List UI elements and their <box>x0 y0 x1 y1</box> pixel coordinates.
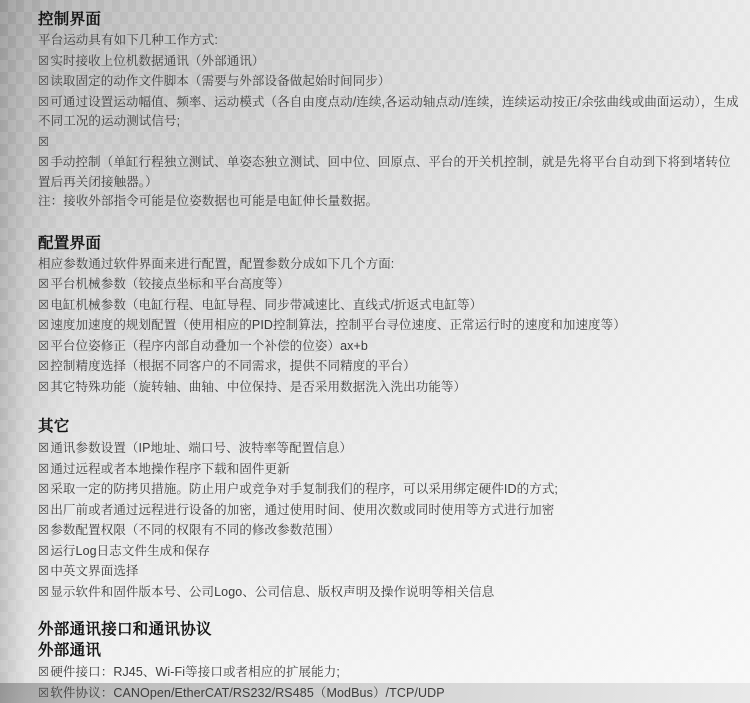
checkbox-marker-icon: ☒ <box>38 461 49 476</box>
checkbox-marker-icon: ☒ <box>38 317 49 332</box>
list-item <box>38 662 740 683</box>
list-item <box>38 520 740 541</box>
list-item-text: 中英文界面选择 <box>50 564 138 578</box>
list-item-text: 速度加速度的规划配置（使用相应的PID控制算法，控制平台寻位速度、正常运行时的速度和加速度等） <box>50 318 626 332</box>
checkbox-marker-icon: ☒ <box>38 379 49 394</box>
list-item <box>38 479 740 500</box>
list-item-text: 通讯参数设置（IP地址、端口号、波特率等配置信息） <box>50 441 352 455</box>
list-item-text: 实时接收上位机数据通讯（外部通讯） <box>50 54 264 68</box>
section-intro: 平台运动具有如下几种工作方式: <box>38 31 740 51</box>
list-item-text: 采取一定的防拷贝措施。防止用户或竞争对手复制我们的程序，可以采用绑定硬件ID的方式; <box>50 482 558 496</box>
checkbox-marker-icon: ☒ <box>38 53 49 68</box>
list-item-text: 硬件接口：RJ45、Wi-Fi等接口或者相应的扩展能力; <box>50 665 340 679</box>
list-item <box>38 315 740 336</box>
list-item-text: 通过远程或者本地操作程序下载和固件更新 <box>50 462 289 476</box>
list-item <box>38 336 740 357</box>
list-item-text: 电缸机械参数（电缸行程、电缸导程、同步带减速比、直线式/折返式电缸等） <box>50 298 482 312</box>
list-item-text: 显示软件和固件版本号、公司Logo、公司信息、版权声明及操作说明等相关信息 <box>50 585 494 599</box>
list-item <box>38 92 740 132</box>
section-title: 其它 <box>38 417 740 436</box>
list-item <box>38 561 740 582</box>
checkbox-marker-icon: ☒ <box>38 563 49 578</box>
checkbox-marker-icon: ☒ <box>38 94 49 109</box>
section-control-interface <box>38 10 740 212</box>
checkbox-marker-icon: ☒ <box>38 338 49 353</box>
checkbox-marker-icon: ☒ <box>38 358 49 373</box>
list-item-text: 软件协议：CANOpen/EtherCAT/RS232/RS485（ModBus）/TCP/UDP <box>50 686 444 700</box>
list-item <box>38 683 740 703</box>
list-item-text: 出厂前或者通过远程进行设备的加密，通过使用时间、使用次数或同时使用等方式进行加密 <box>50 503 554 517</box>
list-item-text: 其它特殊功能（旋转轴、曲轴、中位保持、是否采用数据洗入洗出功能等） <box>50 380 466 394</box>
list-item <box>38 582 740 603</box>
list-item <box>38 51 740 72</box>
section-others <box>38 417 740 602</box>
list-item <box>38 500 740 521</box>
list-item <box>38 438 740 459</box>
list-item <box>38 459 740 480</box>
list-item-text: 平台位姿修正（程序内部自动叠加一个补偿的位姿）ax+b <box>50 339 368 353</box>
checkbox-marker-icon: ☒ <box>38 440 49 455</box>
list-item-text: 读取固定的动作文件脚本（需要与外部设备做起始时间同步） <box>50 74 390 88</box>
list-item <box>38 274 740 295</box>
list-item-text: 手动控制（单缸行程独立测试、单姿态独立测试、回中位、回原点、平台的开关机控制，就是先将平台自动到下将到堵转位置后再关闭接触器。） <box>38 155 731 189</box>
checkbox-marker-icon: ☒ <box>38 543 49 558</box>
list-item-text: 可通过设置运动幅值、频率、运动模式（各自由度点动/连续,各运动轴点动/连续，连续运动按正/余弦曲线或曲面运动），生成不同工况的运动测试信号; <box>38 95 739 129</box>
checkbox-marker-icon: ☒ <box>38 502 49 517</box>
list-item-text: 运行Log日志文件生成和保存 <box>50 544 210 558</box>
checkbox-marker-icon: ☒ <box>38 481 49 496</box>
list-item <box>38 71 740 92</box>
section-title: 外部通讯 <box>38 641 740 660</box>
list-item-text: 控制精度选择（根据不同客户的不同需求，提供不同精度的平台） <box>50 359 415 373</box>
section-config-interface <box>38 234 740 398</box>
checkbox-marker-icon: ☒ <box>38 297 49 312</box>
list-item <box>38 152 740 192</box>
note-line: 注：接收外部指令可能是位姿数据也可能是电缸伸长量数据。 <box>38 192 740 212</box>
checkbox-marker-icon: ☒ <box>38 154 49 169</box>
checkbox-marker-icon: ☒ <box>38 73 49 88</box>
section-title: 控制界面 <box>38 10 740 29</box>
list-item-text: 参数配置权限（不同的权限有不同的修改参数范围） <box>50 523 340 537</box>
section-title: 配置界面 <box>38 234 740 253</box>
section-external-comm <box>38 620 740 703</box>
section-intro: 相应参数通过软件界面来进行配置，配置参数分成如下几个方面: <box>38 255 740 275</box>
list-item <box>38 377 740 398</box>
section-title: 外部通讯接口和通讯协议 <box>38 620 740 639</box>
checkbox-marker-icon: ☒ <box>38 522 49 537</box>
checkbox-marker-icon: ☒ <box>38 134 49 149</box>
checkbox-marker-icon: ☒ <box>38 685 49 700</box>
checkbox-marker-icon: ☒ <box>38 276 49 291</box>
checkbox-marker-icon: ☒ <box>38 584 49 599</box>
list-item <box>38 541 740 562</box>
list-item-text: 平台机械参数（铰接点坐标和平台高度等） <box>50 277 289 291</box>
checkbox-marker-icon: ☒ <box>38 664 49 679</box>
list-item <box>38 132 740 153</box>
list-item <box>38 295 740 316</box>
list-item <box>38 356 740 377</box>
